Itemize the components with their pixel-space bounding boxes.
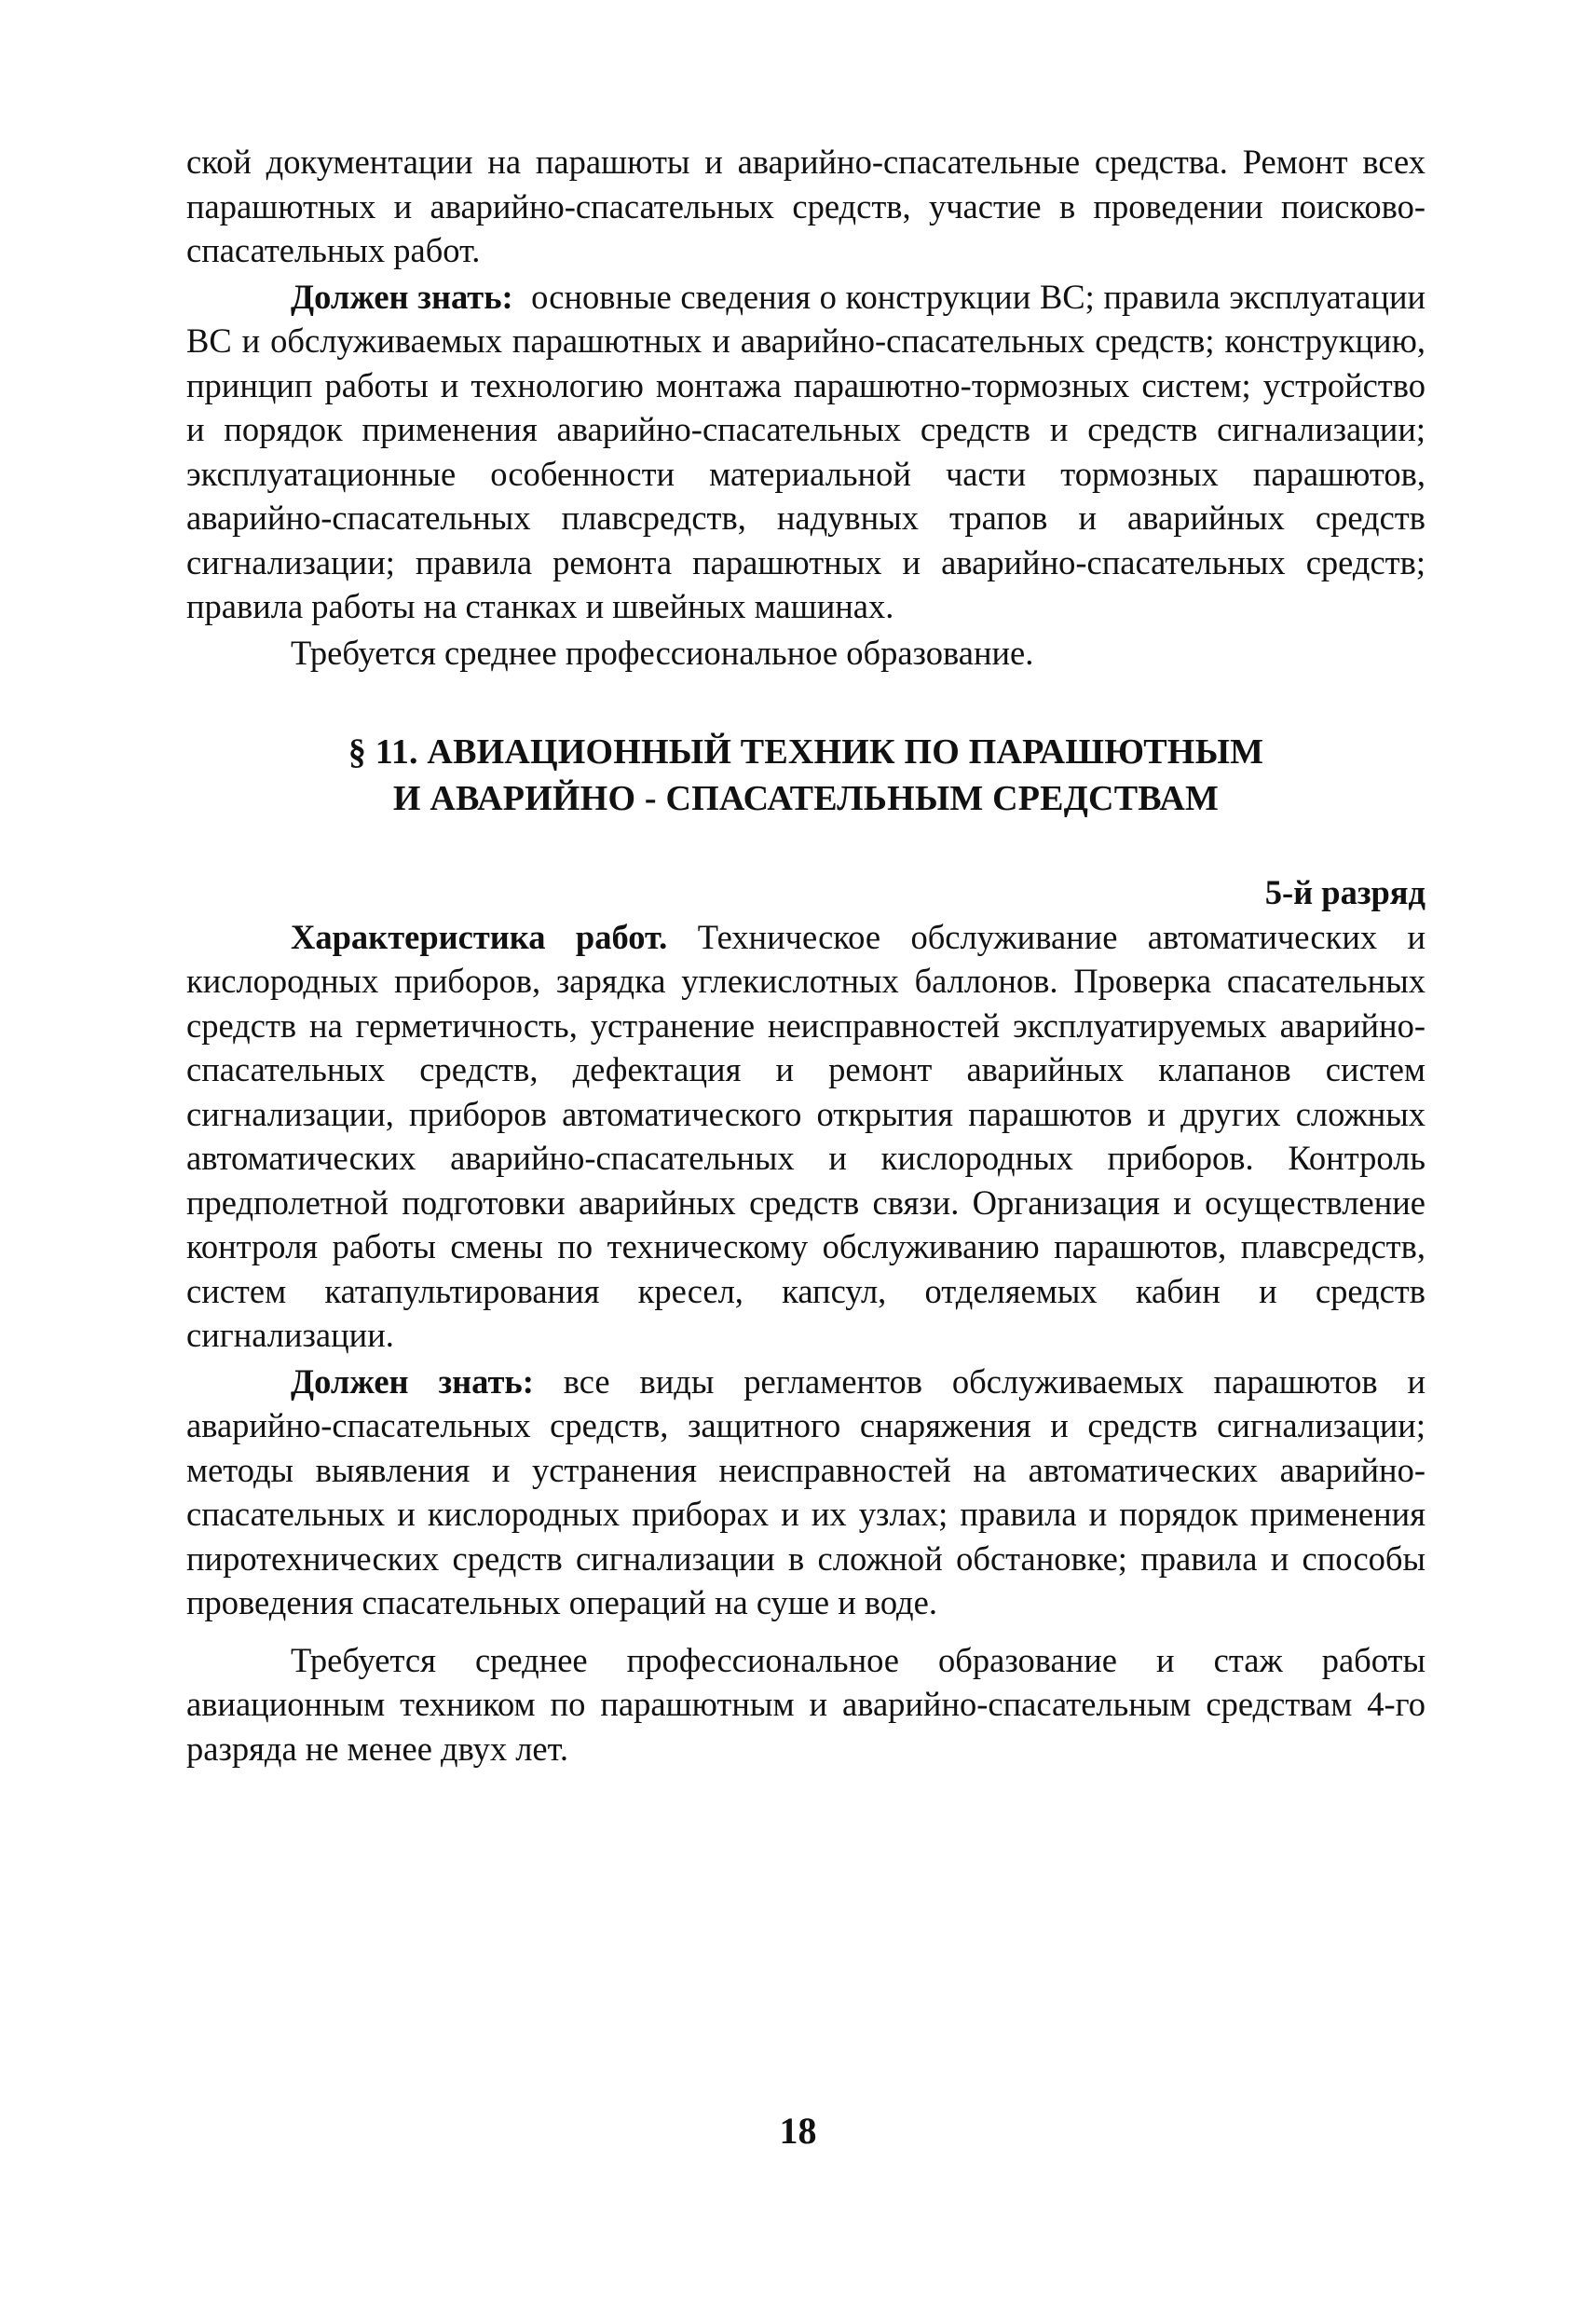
section-title-line-1: § 11. АВИАЦИОННЫЙ ТЕХНИК ПО ПАРАШЮТНЫМ: [348, 732, 1264, 772]
characteristics-text: Техническое обслуживание автоматических и кислородных приборов, зарядка углекислотных баллонов. Проверка спасательных средств на герметичность, устранение неисправностей эксплуатируемых аварийно-спасательных средств, дефектация и ремонт аварийных клапанов систем сигнализации, приборов автоматического открытия парашютов и других сложных автоматических аварийно-спасательных и кислородных приборов. Контроль предполетной подготовки аварийных средств связи. Организация и осуществление контроля работы смены по техническому обслуживанию парашютов, плавсредств, систем катапультирования кресел, капсул, отделяемых кабин и средств сигнализации.: [186, 917, 1426, 1354]
knowledge-text: все виды регламентов обслуживаемых парашютов и аварийно-спасательных средств, защитного снаряжения и средств сигнализации; методы выявления и устранения неисправностей на автоматических аварийно-спасательных и кислородных приборах и их узлах; правила и порядок применения пиротехнических средств сигнализации в сложной обстановке; правила и способы проведения спасательных операций на суше и воде.: [186, 1361, 1426, 1621]
document-page: [186, 140, 1425, 1771]
prev-knowledge-label: Должен знать:: [291, 277, 513, 316]
page-number: 18: [779, 2110, 817, 2152]
prev-knowledge-text: основные сведения о конструкции ВС; правила эксплуатации ВС и обслуживаемых парашютных и аварийно-спасательных средств; конструкцию, принцип работы и технологию монтажа парашютно-тормозных систем; устройство и порядок применения аварийно-спасательных средств и средств сигнализации; эксплуатационные особенности материальной части тормозных парашютов, аварийно-спасательных плавсредств, надувных трапов и аварийных средств сигнализации; правила ремонта парашютных и аварийно-спасательных средств; правила работы на станках и швейных машинах.: [186, 277, 1426, 625]
characteristics-paragraph: [186, 915, 1425, 1358]
section-title-line-2: И АВАРИЙНО - СПАСАТЕЛЬНЫМ СРЕДСТВАМ: [392, 779, 1220, 818]
grade-label: 5-й разряд: [1264, 873, 1425, 911]
characteristics-label: Характеристика работ.: [291, 917, 668, 956]
continuation-paragraph: ской документации на парашюты и аварийно-спасательные средства. Ремонт всех парашютных и аварийно-спасательных средств, участие в проведении поисково-спасательных работ.: [186, 143, 1425, 269]
knowledge-paragraph: [186, 1360, 1425, 1625]
knowledge-label: Должен знать:: [291, 1361, 534, 1401]
requirement-paragraph: Требуется среднее профессиональное образование и стаж работы авиационным техником по парашютным и аварийно-спасательным средствам 4-го разряда не менее двух лет.: [186, 1640, 1425, 1768]
section-title: [186, 729, 1425, 822]
prev-knowledge-paragraph: [186, 275, 1425, 629]
prev-requirement-paragraph: Требуется среднее профессиональное образование.: [291, 633, 1034, 672]
